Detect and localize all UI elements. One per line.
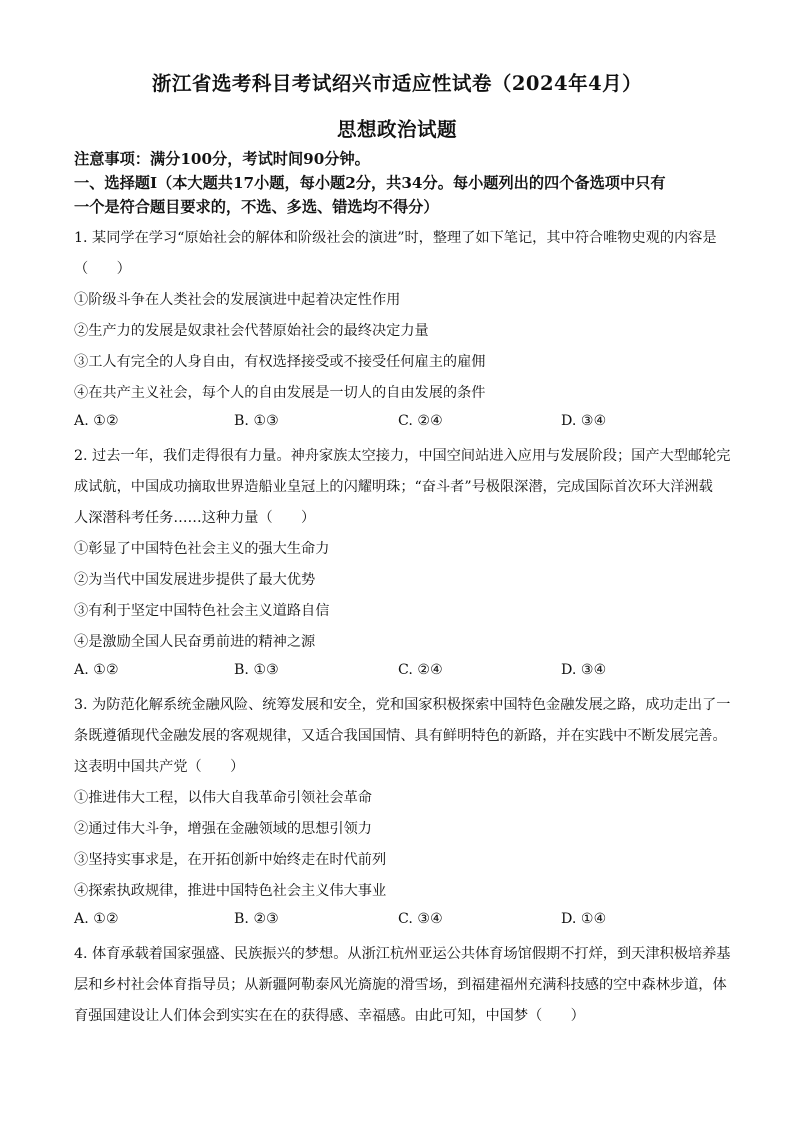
q1-stem-line-1: 1. 某同学在学习“原始社会的解体和阶级社会的演进”时，整理了如下笔记，其中符合唯物史观的内容是 <box>74 230 717 246</box>
q1-item-2: ②生产力的发展是奴隶社会代替原始社会的最终决定力量 <box>74 323 429 339</box>
q2-item-3: ③有利于坚定中国特色社会主义道路自信 <box>74 603 330 619</box>
q1-item-3: ③工人有完全的人身自由，有权选择接受或不接受任何雇主的雇佣 <box>74 354 486 370</box>
q4-stem-line-3: 育强国建设让人们体会到实实在在的获得感、幸福感。由此可知，中国梦（ ） <box>74 1008 585 1024</box>
q2-choice-c[interactable]: C. ②④ <box>398 662 443 678</box>
q2-choice-d[interactable]: D. ③④ <box>561 662 607 678</box>
section-heading-line-2: 一个是符合题目要求的，不选、多选、错选均不得分） <box>74 198 439 216</box>
q2-stem-line-1: 2. 过去一年，我们走得很有力量。神舟家族太空接力，中国空间站进入应用与发展阶段；国产大型邮轮完 <box>74 448 731 464</box>
q1-choice-b[interactable]: B. ①③ <box>234 413 279 429</box>
q3-item-3: ③坚持实事求是，在开拓创新中始终走在时代前列 <box>74 852 387 868</box>
q1-stem-line-2: （ ） <box>74 261 131 277</box>
q3-item-2: ②通过伟大斗争，增强在金融领域的思想引领力 <box>74 821 372 837</box>
q2-choice-a[interactable]: A. ①② <box>74 662 119 678</box>
q3-item-4: ④探索执政规律，推进中国特色社会主义伟大事业 <box>74 883 387 899</box>
q3-choice-c[interactable]: C. ③④ <box>398 911 443 927</box>
q1-choice-c[interactable]: C. ②④ <box>398 413 443 429</box>
q2-choice-b[interactable]: B. ①③ <box>234 662 279 678</box>
q2-item-1: ①彰显了中国特色社会主义的强大生命力 <box>74 541 330 557</box>
q3-item-1: ①推进伟大工程，以伟大自我革命引领社会革命 <box>74 790 372 806</box>
q2-stem-line-3: 人深潜科考任务……这种力量（ ） <box>74 510 316 526</box>
q3-stem-line-1: 3. 为防范化解系统金融风险、统筹发展和安全，党和国家积极探索中国特色金融发展之路，成功走出了一 <box>74 697 731 713</box>
exam-subtitle: 思想政治试题 <box>336 118 457 141</box>
q1-choice-d[interactable]: D. ③④ <box>561 413 607 429</box>
exam-title: 浙江省选考科目考试绍兴市适应性试卷（2024年4月） <box>151 72 643 95</box>
q2-stem-line-2: 成试航，中国成功摘取世界造船业皇冠上的闪耀明珠；“奋斗者”号极限深潜，完成国际首次环大洋洲载 <box>74 479 713 495</box>
q2-item-2: ②为当代中国发展进步提供了最大优势 <box>74 572 316 588</box>
q3-stem-line-2: 条既遵循现代金融发展的客观规律，又适合我国国情、具有鲜明特色的新路，并在实践中不断发展完善。 <box>74 728 727 744</box>
q4-stem-line-1: 4. 体育承载着国家强盛、民族振兴的梦想。从浙江杭州亚运公共体育场馆假期不打烊，到天津积极培养基 <box>74 946 731 962</box>
notice: 注意事项：满分100分，考试时间90分钟。 <box>74 150 370 168</box>
q2-item-4: ④是激励全国人民奋勇前进的精神之源 <box>74 634 316 650</box>
q3-choice-b[interactable]: B. ②③ <box>234 911 279 927</box>
q3-stem-line-3: 这表明中国共产党（ ） <box>74 759 245 775</box>
section-heading-line-1: 一、选择题Ⅰ（本大题共17小题，每小题2分，共34分。每小题列出的四个备选项中只有 <box>74 174 666 192</box>
q1-item-4: ④在共产主义社会，每个人的自由发展是一切人的自由发展的条件 <box>74 385 486 401</box>
q3-choice-d[interactable]: D. ①④ <box>561 911 607 927</box>
q3-choice-a[interactable]: A. ①② <box>74 911 119 927</box>
q4-stem-line-2: 层和乡村社会体育指导员；从新疆阿勒泰风光旖旎的滑雪场，到福建福州充满科技感的空中森林步道，体 <box>74 977 727 993</box>
q1-choice-a[interactable]: A. ①② <box>74 413 119 429</box>
q1-item-1: ①阶级斗争在人类社会的发展演进中起着决定性作用 <box>74 292 401 308</box>
